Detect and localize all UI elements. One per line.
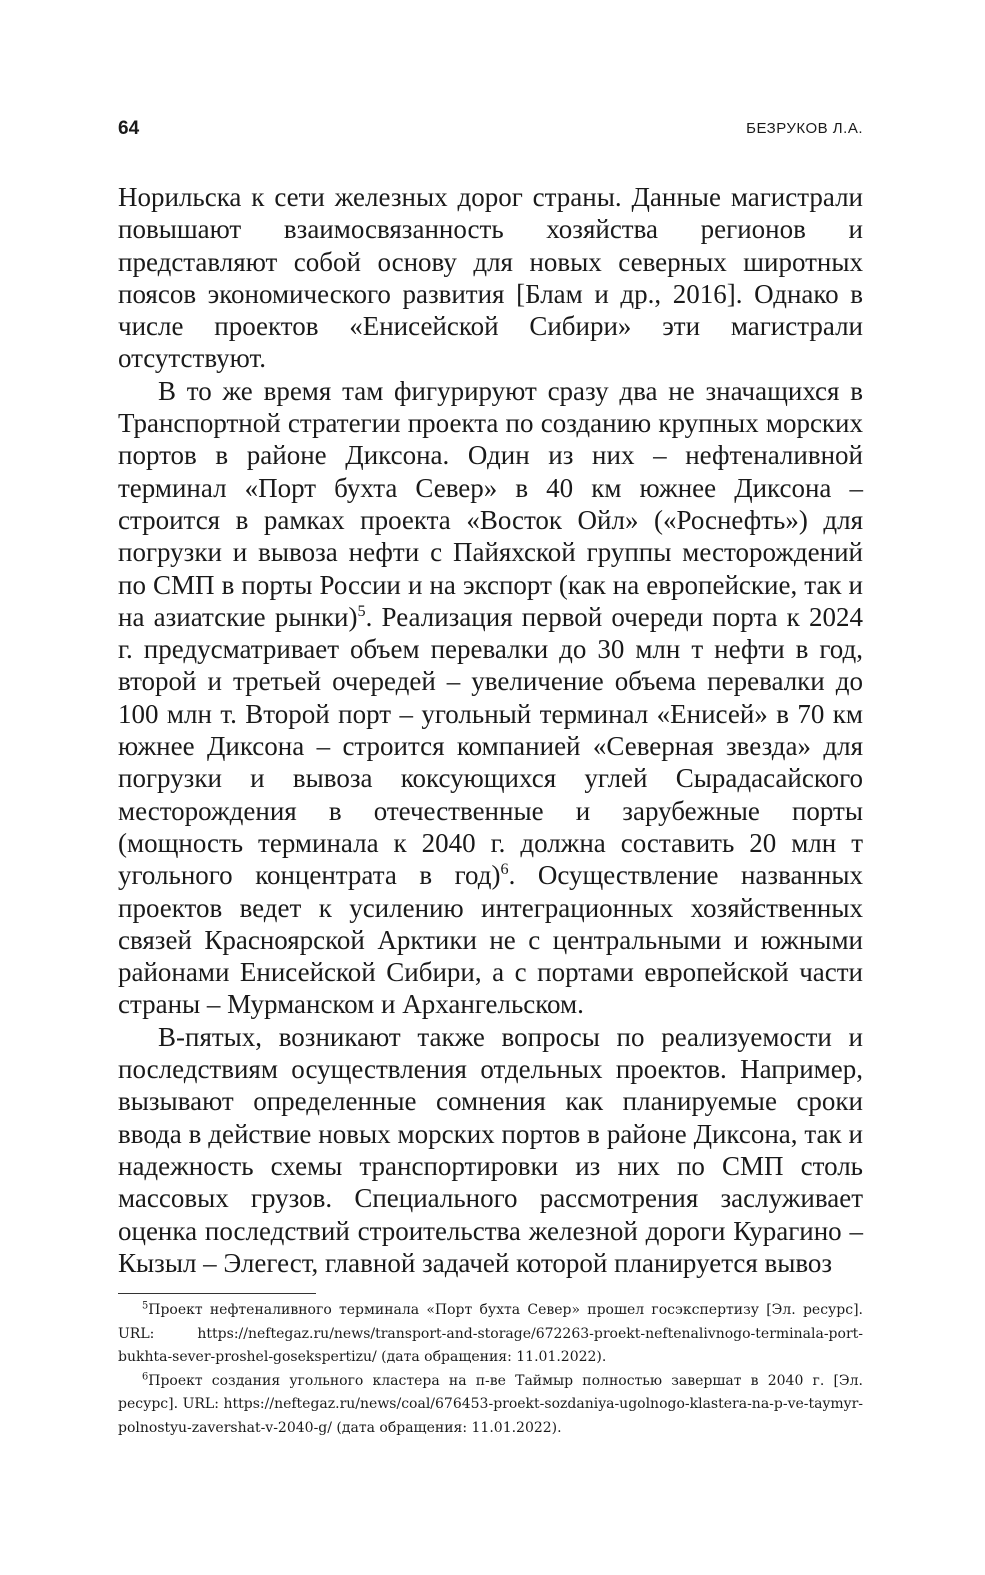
paragraph-2-part-b: . Реализация первой очереди порта к 2024 г. предусматривает объем перевалки до 30 млн т нефти в год, второй и третьей очередей – увеличение объема перевалки до 100 млн т. Второй порт – угольный терминал «Енисей» в 70 км южнее Диксона – строится компанией «Северная звезда» для погрузки и вывоза коксующихся углей Сырадасайского месторождения в отечественные и зарубежные порты (мощность терминала к 2040 г. должна составить 20 млн т угольного концентрата в год) <box>118 601 863 891</box>
paragraph-1: Норильска к сети железных дорог страны. Данные магистрали повышают взаимосвязанность хозяйства регионов и представляют собой основу для новых северных широтных поясов экономического развития [Блам и др., 2016]. Однако в числе проектов «Енисейской Сибири» эти магистрали отсутствуют. <box>118 182 863 374</box>
main-text <box>118 181 863 1279</box>
paragraph-2-part-a: В то же время там фигурируют сразу два не значащихся в Транспортной стратегии проекта по созданию крупных морских портов в районе Диксона. Один из них – нефтеналивной терминал «Порт бухта Север» в 40 км южнее Диксона – строится в рамках проекта «Восток Ойл» («Роснефть») для погрузки и вывоза нефти с Пайяхской группы месторождений по СМП в порты России и на экспорт (как на европейские, так и на азиатские рынки) <box>118 375 863 632</box>
footnote-5 <box>118 1299 863 1370</box>
page-number: 64 <box>118 118 140 139</box>
paragraph-3: В-пятых, возникают также вопросы по реализуемости и последствиям осуществления отдельных проектов. Например, вызывают определенные сомнения как планируемые сроки ввода в действие новых морских портов в районе Диксона, так и надежность схемы транспортировки из них по СМП столь массовых грузов. Специального рассмотрения заслуживает оценка последствий строительства железной дороги Курагино – Кызыл – Элегест, главной задачей которой планируется вывоз <box>118 1021 863 1278</box>
footnote-6 <box>118 1370 863 1441</box>
running-head: БЕЗРУКОВ Л.А. <box>746 120 863 137</box>
footnotes <box>118 1299 863 1440</box>
footnote-mark: 5 <box>142 1300 149 1312</box>
page-header <box>118 118 863 148</box>
paragraph-2 <box>118 375 863 1021</box>
footnote-divider <box>118 1293 316 1294</box>
footnote-text: Проект нефтеналивного терминала «Порт бухта Север» прошел госэкспертизу [Эл. ресурс]. URL: https://neftegaz.ru/news/transport-and-storage/672263-proekt-neftenalivnogo-terminala-port-bukhta-sever-proshel-gosekspertizu/ (дата обращения: 11.01.2022). <box>118 1302 863 1365</box>
footnote-ref-5[interactable]: 5 <box>357 601 366 620</box>
footnote-text: Проект создания угольного кластера на п-ве Таймыр полностью завершат в 2040 г. [Эл. ресурс]. URL: https://neftegaz.ru/news/coal/676453-proekt-sozdaniya-ugolnogo-klastera-na-p-ve-taymyr-polnostyu-zavershat-v-2040-g/ (дата обращения: 11.01.2022). <box>118 1372 863 1436</box>
footnote-mark: 6 <box>142 1370 149 1382</box>
footnote-ref-6[interactable]: 6 <box>500 860 509 879</box>
paragraph-2-part-c: . Осуществление названных проектов ведет к усилению интеграционных хозяйственных связей Красноярской Арктики не с центральными и южными районами Енисейской Сибири, а с портами европейской части страны – Мурманском и Архангельском. <box>118 860 863 1020</box>
